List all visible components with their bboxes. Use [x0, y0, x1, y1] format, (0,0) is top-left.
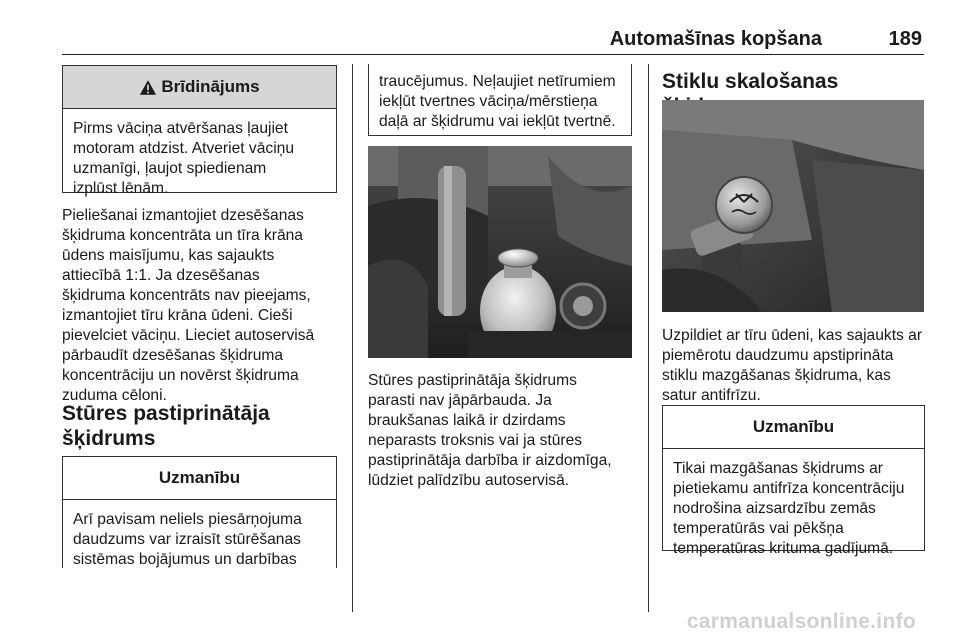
caution-line: traucējumus. Neļaujiet netīrumiem [379, 73, 616, 90]
text-line: Uzpildiet ar tīru ūdeni, kas sajaukts ar [662, 327, 923, 344]
column-divider-2 [648, 64, 649, 612]
text-line: braukšanas laikā ir dzirdams [368, 412, 566, 429]
caution-line: Arī pavisam neliels piesārņojuma [73, 511, 302, 528]
heading-line: Stūres pastiprinātāja [62, 402, 270, 425]
caution-line: temperatūras krituma gadījumā. [673, 540, 894, 557]
photo-washer-fluid-reservoir [662, 100, 924, 312]
text-line: pastiprinātāja darbība ir aizdomīga, [368, 452, 612, 469]
text-line: zuduma cēloni. [62, 387, 167, 404]
column-divider-1 [352, 64, 353, 612]
photo-power-steering-reservoir [368, 146, 632, 358]
caution-box-header [63, 457, 336, 500]
warning-line: izplūst lēnām. [73, 180, 169, 197]
section-heading-washer-fluid: Stiklu skalošanas [662, 70, 839, 93]
warning-box-title: Brīdinājums [161, 77, 260, 96]
warning-box-body [63, 109, 336, 207]
coolant-paragraph [62, 206, 347, 406]
warning-box [62, 65, 337, 197]
caution-box-body [63, 500, 336, 578]
washer-reservoir-illustration [662, 100, 924, 312]
watermark: carmanualsonline.info [686, 610, 916, 633]
section-heading-power-steering [62, 401, 347, 451]
warning-triangle-icon [139, 79, 157, 96]
running-header-title: Automašīnas kopšana [609, 28, 822, 50]
caution-continued-body [369, 64, 631, 140]
text-line: pievelciet vāciņu. Lieciet autoservisā [62, 327, 315, 344]
header-rule [62, 54, 924, 55]
warning-line: Pirms vāciņa atvēršanas ļaujiet [73, 120, 288, 137]
text-line: ūdens maisījumu, kas sajaukts [62, 247, 275, 264]
power-steering-paragraph [368, 371, 643, 491]
caution-line: sistēmas bojājumus un darbības [73, 551, 297, 568]
warning-box-header [63, 66, 336, 109]
text-line: Stūres pastiprinātāja šķidrums [368, 372, 577, 389]
caution-line: pietiekamu antifrīza koncentrāciju [673, 480, 905, 497]
text-line: attiecībā 1:1. Ja dzesēšanas [62, 267, 260, 284]
heading-line: šķidrums [62, 427, 156, 450]
caution-line: daļā ar šķidrumu vai iekļūt tvertnē. [379, 113, 616, 130]
warning-line: motoram atdzist. Atveriet vāciņu [73, 140, 294, 157]
caution-line: iekļūt tvertnes vāciņa/mērstieņa [379, 93, 598, 110]
text-line: piemērotu daudzumu apstiprināta [662, 347, 894, 364]
caution-line: nodrošina aizsardzību zemās [673, 500, 876, 517]
text-line: pārbaudīt dzesēšanas šķidruma [62, 347, 284, 364]
caution-box-title: Uzmanību [752, 417, 835, 436]
caution-line: daudzums var izraisīt stūrēšanas [73, 531, 301, 548]
page-number: 189 [888, 28, 922, 50]
text-line: lūdziet palīdzību autoservisā. [368, 472, 570, 489]
text-line: izmantojiet tīru krāna ūdeni. Cieši [62, 307, 293, 324]
text-line: neparasts troksnis vai ja stūres [368, 432, 583, 449]
text-line: satur antifrīzu. [662, 387, 761, 404]
caution-box-title: Uzmanību [158, 468, 241, 487]
text-line: šķidruma koncentrāta un tīra krāna [62, 227, 303, 244]
caution-box-body [663, 449, 924, 567]
caution-line: Tikai mazgāšanas šķidrums ar [673, 460, 884, 477]
text-line: Pieliešanai izmantojiet dzesēšanas [62, 207, 304, 224]
caution-box-header [663, 406, 924, 449]
caution-box-continued [368, 64, 632, 136]
caution-line: temperatūrās vai pēkšņa [673, 520, 844, 537]
text-line: stiklu mazgāšanas šķidruma, kas [662, 367, 891, 384]
text-line: koncentrāciju un novērst šķidruma [62, 367, 299, 384]
caution-box-washer-fluid [662, 405, 925, 557]
text-line: šķidruma koncentrāts nav pieejams, [62, 287, 311, 304]
text-line: parasti nav jāpārbauda. Ja [368, 392, 552, 409]
washer-fluid-paragraph [662, 326, 952, 406]
engine-bay-illustration [368, 146, 632, 358]
caution-box-power-steering [62, 456, 337, 568]
warning-line: uzmanīgi, ļaujot spiedienam [73, 160, 267, 177]
